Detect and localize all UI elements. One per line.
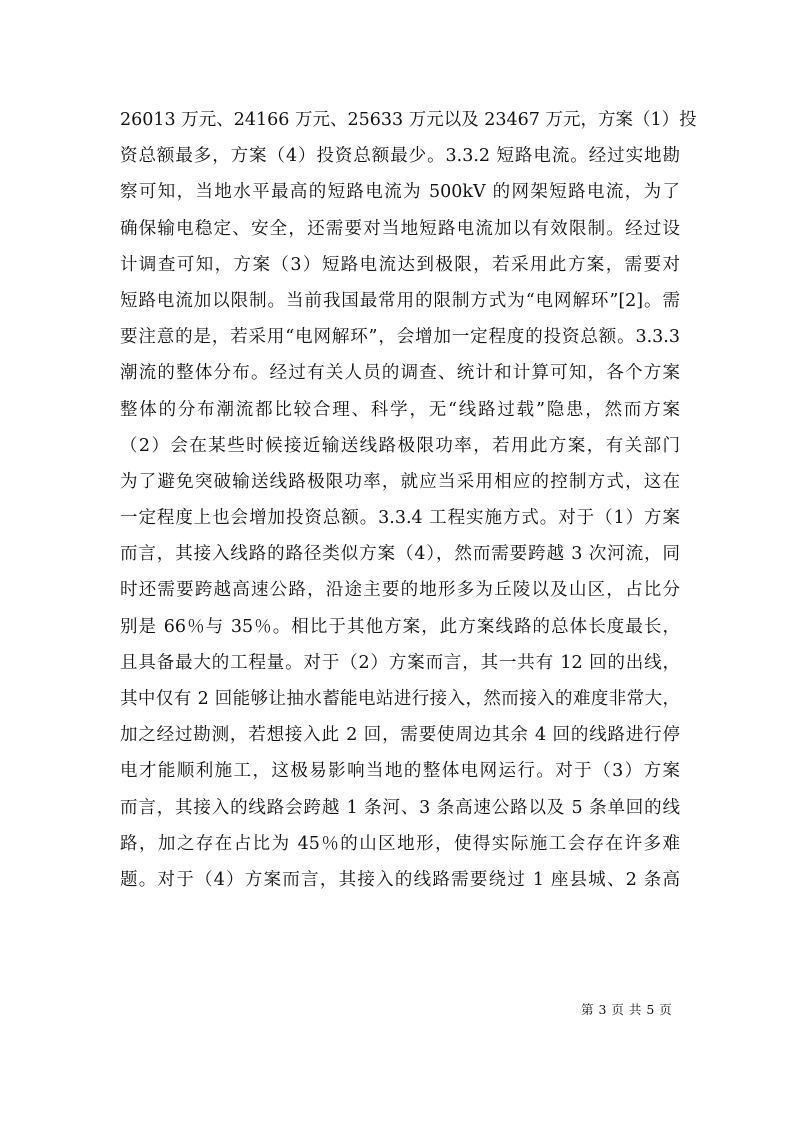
page-number-footer: 第 3 页 共 5 页: [581, 1002, 673, 1017]
text-line-17: 其中仅有 2 回能够让抽水蓄能电站进行接入，然而接入的难度非常大，: [120, 689, 680, 709]
text-line-15: 别是 66％与 35％。相比于其他方案，此方案线路的总体长度最长，: [120, 616, 680, 637]
text-line-5: 计调查可知，方案（3）短路电流达到极限，若采用此方案，需要对: [120, 254, 680, 275]
text-line-2: 资总额最多，方案（4）投资总额最少。3.3.2 短路电流。经过实地勘: [120, 146, 680, 167]
text-line-20: 而言，其接入的线路会跨越 1 条河、3 条高速公路以及 5 条单回的线: [120, 797, 680, 818]
text-line-18: 加之经过勘测，若想接入此 2 回，需要使周边其余 4 回的线路进行停: [120, 725, 680, 746]
text-line-12: 一定程度上也会增加投资总额。3.3.4 工程实施方式。对于（1）方案: [120, 508, 680, 529]
text-line-9: 整体的分布潮流都比较合理、科学，无“线路过载”隐患，然而方案: [120, 399, 680, 420]
body-text: [120, 102, 697, 898]
text-line-19: 电才能顺利施工，这极易影响当地的整体电网运行。对于（3）方案: [120, 761, 680, 782]
text-line-4: 确保输电稳定、安全，还需要对当地短路电流加以有效限制。经过设: [120, 218, 680, 239]
text-line-3: 察可知，当地水平最高的短路电流为 500kV 的网架短路电流，为了: [120, 182, 680, 203]
text-line-16: 且具备最大的工程量。对于（2）方案而言，其一共有 12 回的出线，: [120, 652, 680, 673]
text-line-22: 题。对于（4）方案而言，其接入的线路需要绕过 1 座县城、2 条高: [120, 869, 680, 890]
text-line-6: 短路电流加以限制。当前我国最常用的限制方式为“电网解环”[2]。需: [120, 290, 680, 311]
text-line-11: 为了避免突破输送线路极限功率，就应当采用相应的控制方式，这在: [120, 471, 680, 492]
text-line-8: 潮流的整体分布。经过有关人员的调查、统计和计算可知，各个方案: [120, 363, 680, 384]
text-line-7: 要注意的是，若采用“电网解环”，会增加一定程度的投资总额。3.3.3: [120, 327, 680, 348]
text-line-14: 时还需要跨越高速公路，沿途主要的地形多为丘陵以及山区，占比分: [120, 580, 680, 601]
text-line-10: （2）会在某些时候接近输送线路极限功率，若用此方案，有关部门: [120, 435, 680, 456]
text-line-1: 26013 万元、24166 万元、25633 万元以及 23467 万元，方案（1）投: [120, 110, 697, 130]
text-line-13: 而言，其接入线路的路径类似方案（4），然而需要跨越 3 次河流，同: [120, 544, 680, 565]
text-line-21: 路，加之存在占比为 45％的山区地形，使得实际施工会存在许多难: [120, 833, 680, 854]
